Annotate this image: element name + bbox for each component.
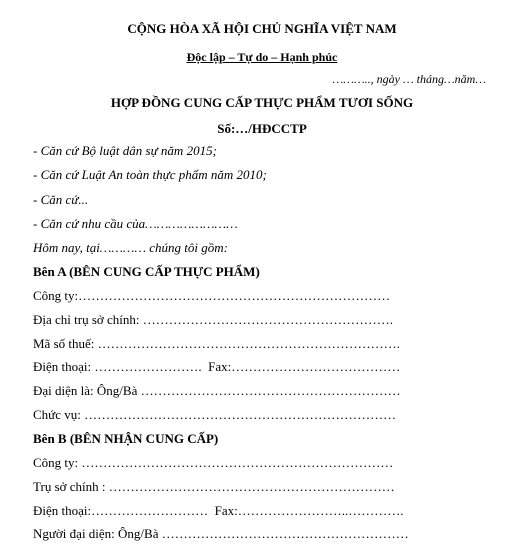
party-a-address: Địa chỉ trụ sở chính: ………………………………………………….	[33, 312, 394, 327]
party-b-address: Trụ sở chính : …………………………………………………………	[33, 479, 395, 494]
party-a-heading: Bên A (BÊN CUNG CẤP THỰC PHẨM)	[33, 264, 260, 279]
basis-other: - Căn cứ...	[33, 192, 89, 207]
party-b-phone-fax: Điện thoại:……………………… Fax:……………………..………….	[33, 503, 404, 518]
nation-title: CỘNG HÒA XÃ HỘI CHỦ NGHĨA VIỆT NAM	[127, 21, 397, 36]
basis-food-safety-law: - Căn cứ Luật An toàn thực phẩm năm 2010;	[33, 167, 267, 182]
party-a-phone-fax: Điện thoại: ……………………. Fax:…………………………………	[33, 359, 401, 374]
party-b-representative: Người đại diện: Ông/Bà …………………………………………………	[33, 526, 409, 541]
today-at: Hôm nay, tại………… chúng tôi gồm:	[33, 240, 228, 255]
basis-civil-code: - Căn cứ Bộ luật dân sự năm 2015;	[33, 143, 217, 158]
basis-needs: - Căn cứ nhu cầu của……………………	[33, 216, 238, 231]
contract-title: HỢP ĐỒNG CUNG CẤP THỰC PHẨM TƯƠI SỐNG	[110, 95, 414, 110]
party-a-representative: Đại diện là: Ông/Bà ……………………………………………………	[33, 383, 401, 398]
party-a-tax-code: Mã số thuế: …………………………………………………………….	[33, 336, 400, 351]
party-b-heading: Bên B (BÊN NHẬN CUNG CẤP)	[33, 431, 219, 446]
party-a-company: Công ty:………………………………………………………………	[33, 288, 391, 303]
motto: Độc lập – Tự do – Hạnh phúc	[186, 50, 338, 64]
contract-number: Số:…/HĐCCTP	[217, 121, 307, 136]
party-a-position: Chức vụ: ………………………………………………………………	[33, 407, 397, 422]
party-b-company: Công ty: ………………………………………………………………	[33, 455, 394, 470]
date-line: ……….., ngày … tháng…năm…	[332, 72, 486, 86]
